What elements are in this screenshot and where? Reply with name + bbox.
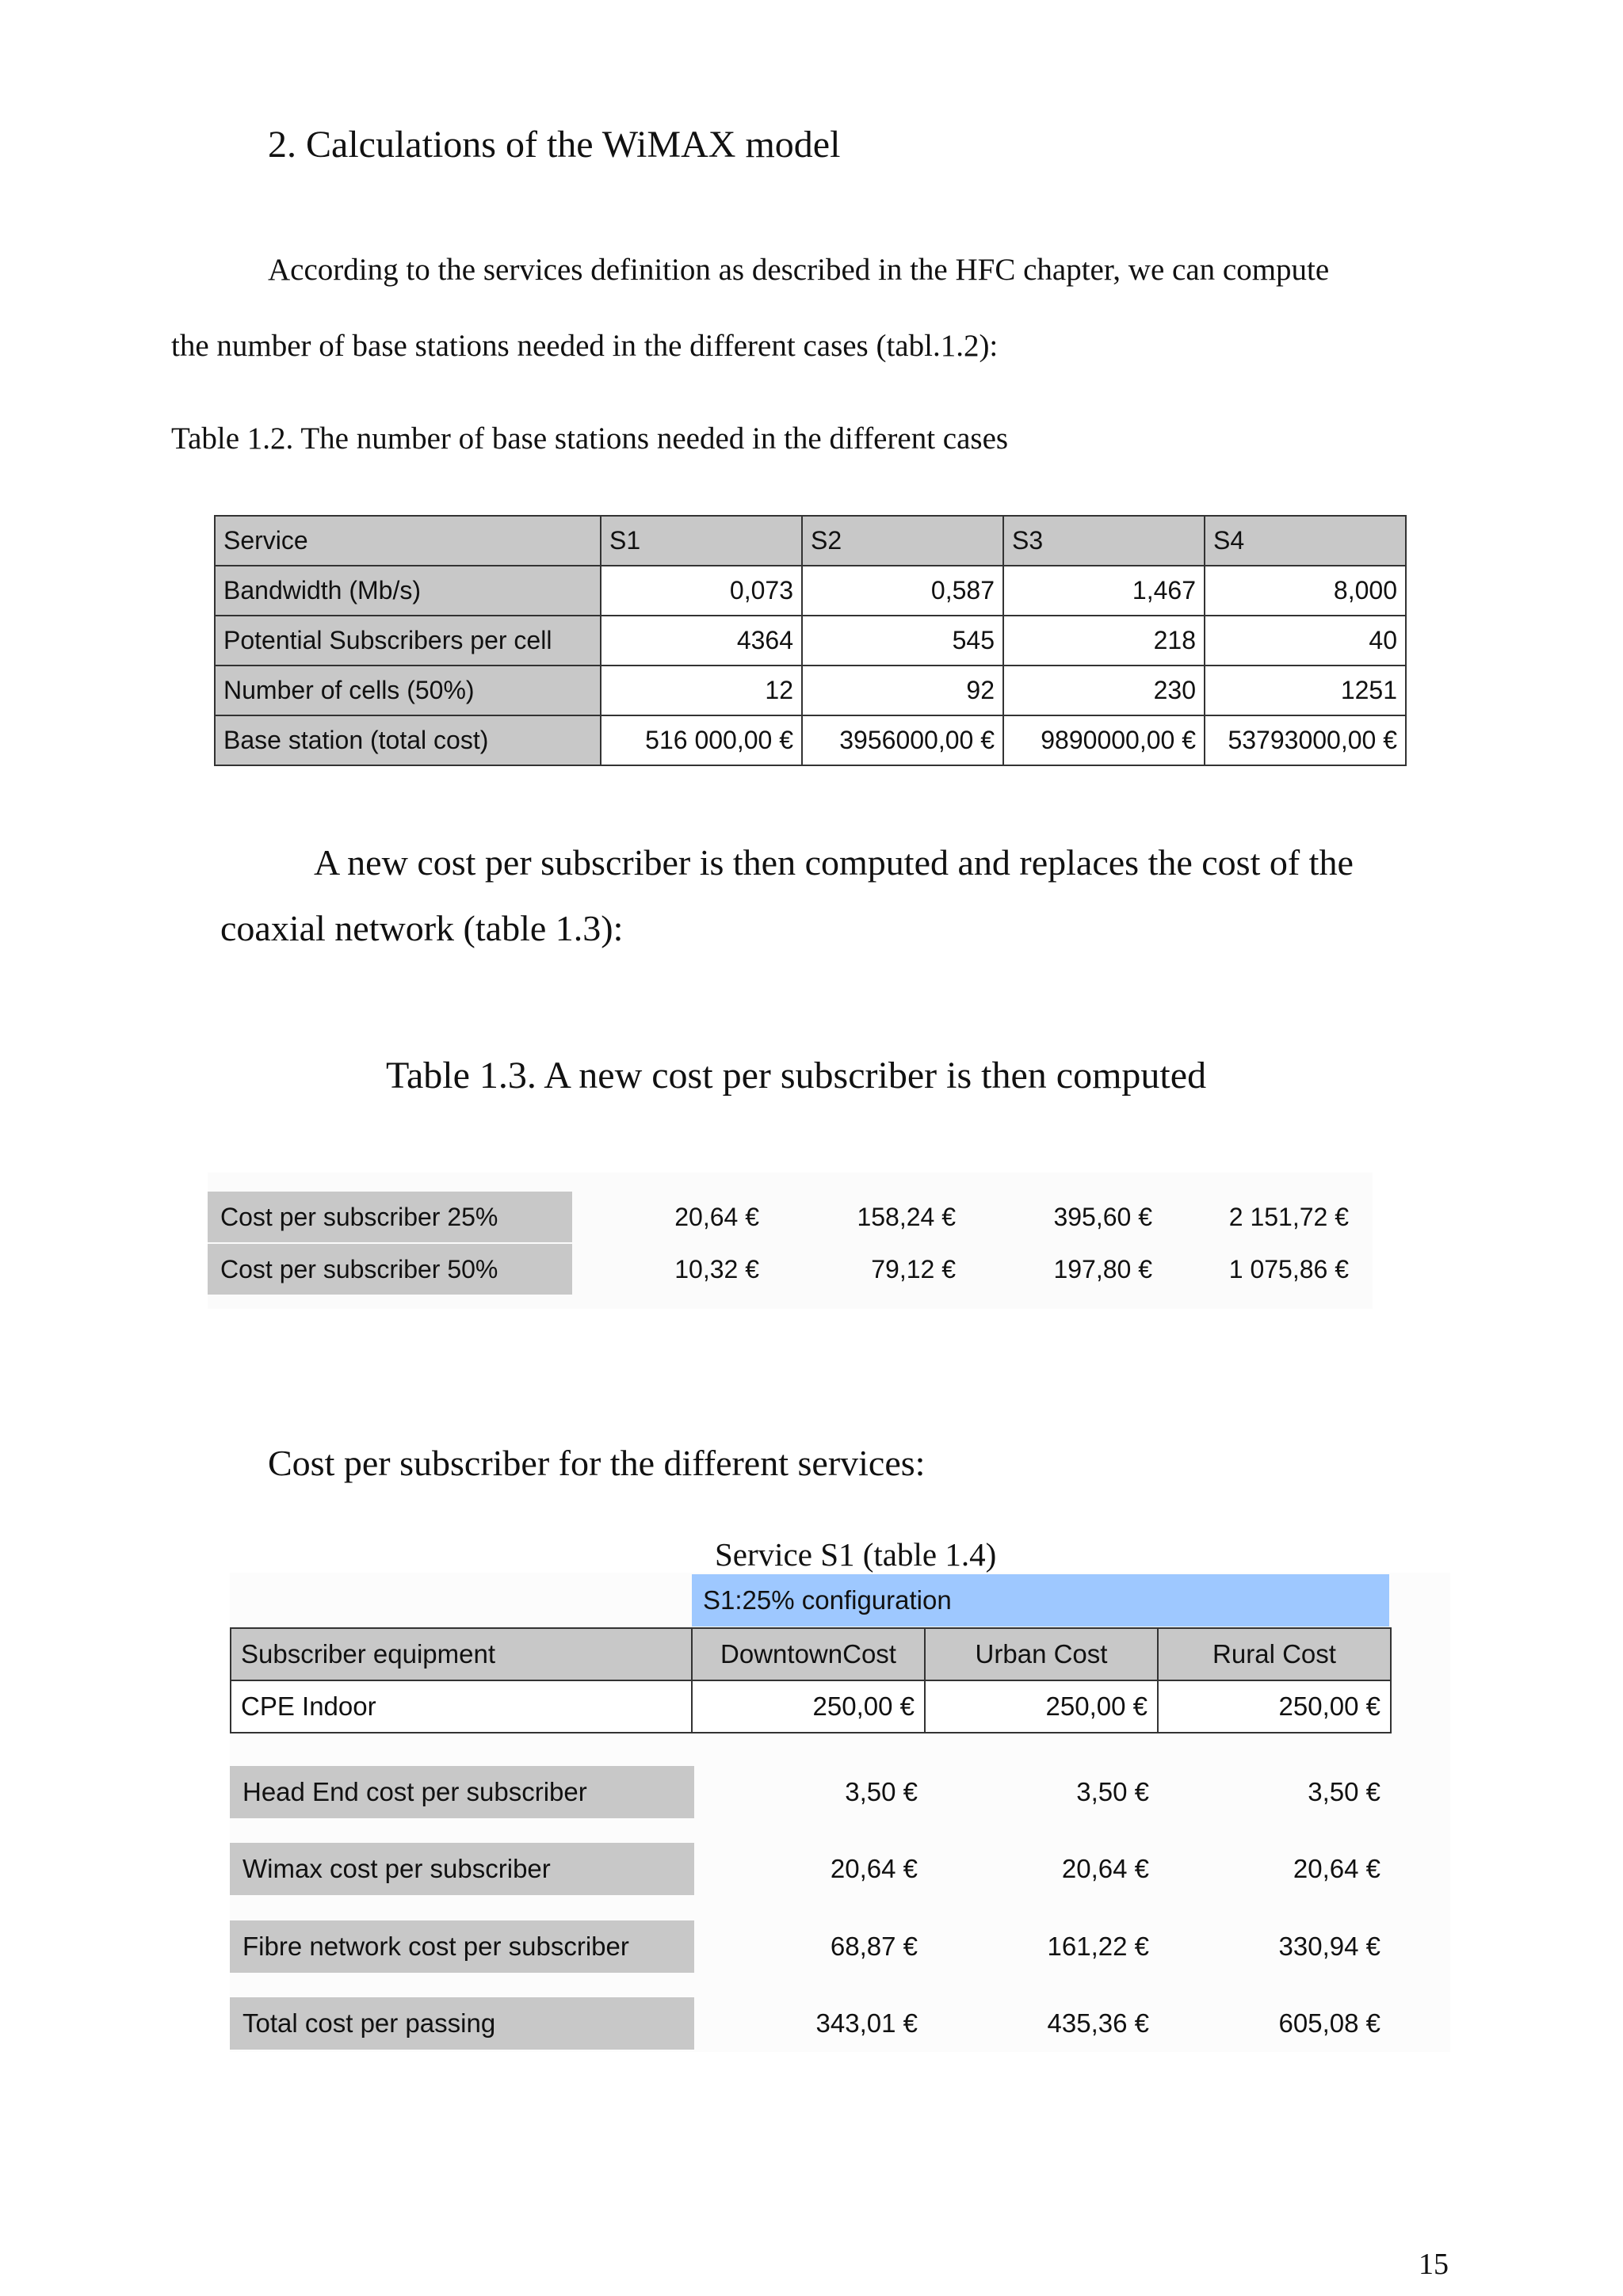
table-1-4: [230, 1627, 1392, 1733]
table-1-3-caption: Table 1.3. A new cost per subscriber is then computed: [386, 1055, 1207, 1097]
table-cell: 3956000,00 €: [802, 715, 1003, 765]
table-cell: 53793000,00 €: [1205, 715, 1406, 765]
row-label: Potential Subscribers per cell: [215, 616, 601, 666]
table-cell: 230: [1003, 666, 1205, 715]
table-cell: 0,587: [802, 566, 1003, 616]
table-header-cell: S4: [1205, 516, 1406, 566]
table-cell: 343,01 €: [815, 2008, 918, 2038]
table-cell: 605,08 €: [1278, 2008, 1381, 2038]
row-label: Head End cost per subscriber: [230, 1766, 694, 1818]
table-cell: 250,00 €: [1158, 1680, 1391, 1733]
table-header-cell: DowntownCost: [692, 1628, 925, 1680]
table-cell: 3,50 €: [1308, 1777, 1381, 1806]
table-cell: 9890000,00 €: [1003, 715, 1205, 765]
table-cell: 20,64 €: [1061, 1854, 1149, 1883]
row-label: CPE Indoor: [231, 1680, 692, 1733]
table-header-cell: S3: [1003, 516, 1205, 566]
table-row: [215, 715, 1406, 765]
row-label: Cost per subscriber 25%: [208, 1192, 572, 1242]
table-cell: 2 151,72 €: [1228, 1203, 1349, 1231]
table-cell: 1 075,86 €: [1228, 1255, 1349, 1283]
table-cell: 68,87 €: [830, 1932, 918, 1961]
table-cell: 20,64 €: [1293, 1854, 1381, 1883]
table-cell: 0,073: [601, 566, 802, 616]
table-header-row: [231, 1628, 1391, 1680]
table-header-cell: Subscriber equipment: [231, 1628, 692, 1680]
table-cell: 92: [802, 666, 1003, 715]
table-cell: 40: [1205, 616, 1406, 666]
table-1-2: [214, 515, 1407, 766]
table-1-2-caption: Table 1.2. The number of base stations needed in the different cases: [171, 421, 1009, 456]
table-cell: 20,64 €: [674, 1203, 759, 1231]
table-header-cell: Service: [215, 516, 601, 566]
table-cell: 330,94 €: [1278, 1932, 1381, 1961]
table-cell: 516 000,00 €: [601, 715, 802, 765]
row-label: Wimax cost per subscriber: [230, 1843, 694, 1895]
table-row: [215, 616, 1406, 666]
table-cell: 545: [802, 616, 1003, 666]
row-label: Total cost per passing: [230, 1997, 694, 2050]
table-cell: 8,000: [1205, 566, 1406, 616]
services-heading: Cost per subscriber for the different services:: [268, 1443, 926, 1483]
table-header-row: [215, 516, 1406, 566]
table-cell: 158,24 €: [857, 1203, 956, 1231]
section-heading: 2. Calculations of the WiMAX model: [268, 124, 841, 166]
table-cell: 12: [601, 666, 802, 715]
row-label: Number of cells (50%): [215, 666, 601, 715]
intro-text-line-1: According to the services definition as described in the HFC chapter, we can compute: [268, 253, 1330, 287]
config-header: S1:25% configuration: [692, 1574, 1389, 1627]
table-cell: 4364: [601, 616, 802, 666]
table-header-cell: Rural Cost: [1158, 1628, 1391, 1680]
table-cell: 3,50 €: [845, 1777, 918, 1806]
table-cell: 20,64 €: [830, 1854, 918, 1883]
table-row: [231, 1680, 1391, 1733]
table-cell: 197,80 €: [1053, 1255, 1152, 1283]
paragraph-line-1: A new cost per subscriber is then computed and replaces the cost of the: [314, 842, 1354, 883]
table-header-cell: S1: [601, 516, 802, 566]
table-cell: 218: [1003, 616, 1205, 666]
paragraph-line-2: coaxial network (table 1.3):: [220, 908, 624, 948]
table-cell: 1,467: [1003, 566, 1205, 616]
row-label: Bandwidth (Mb/s): [215, 566, 601, 616]
table-row: [215, 666, 1406, 715]
table-cell: 435,36 €: [1047, 2008, 1149, 2038]
table-cell: 3,50 €: [1076, 1777, 1149, 1806]
row-label: Cost per subscriber 50%: [208, 1244, 572, 1295]
table-1-4-caption: Service S1 (table 1.4): [715, 1536, 997, 1573]
row-label: Fibre network cost per subscriber: [230, 1920, 694, 1973]
table-header-cell: Urban Cost: [925, 1628, 1158, 1680]
table-cell: 10,32 €: [674, 1255, 759, 1283]
table-cell: 1251: [1205, 666, 1406, 715]
table-row: [215, 566, 1406, 616]
row-label: Base station (total cost): [215, 715, 601, 765]
table-header-cell: S2: [802, 516, 1003, 566]
table-cell: 250,00 €: [925, 1680, 1158, 1733]
table-cell: 161,22 €: [1047, 1932, 1149, 1961]
table-cell: 395,60 €: [1053, 1203, 1152, 1231]
table-cell: 250,00 €: [692, 1680, 925, 1733]
page-number: 15: [1419, 2248, 1449, 2281]
table-cell: 79,12 €: [871, 1255, 956, 1283]
intro-text-line-2: the number of base stations needed in the different cases (tabl.1.2):: [171, 329, 999, 363]
